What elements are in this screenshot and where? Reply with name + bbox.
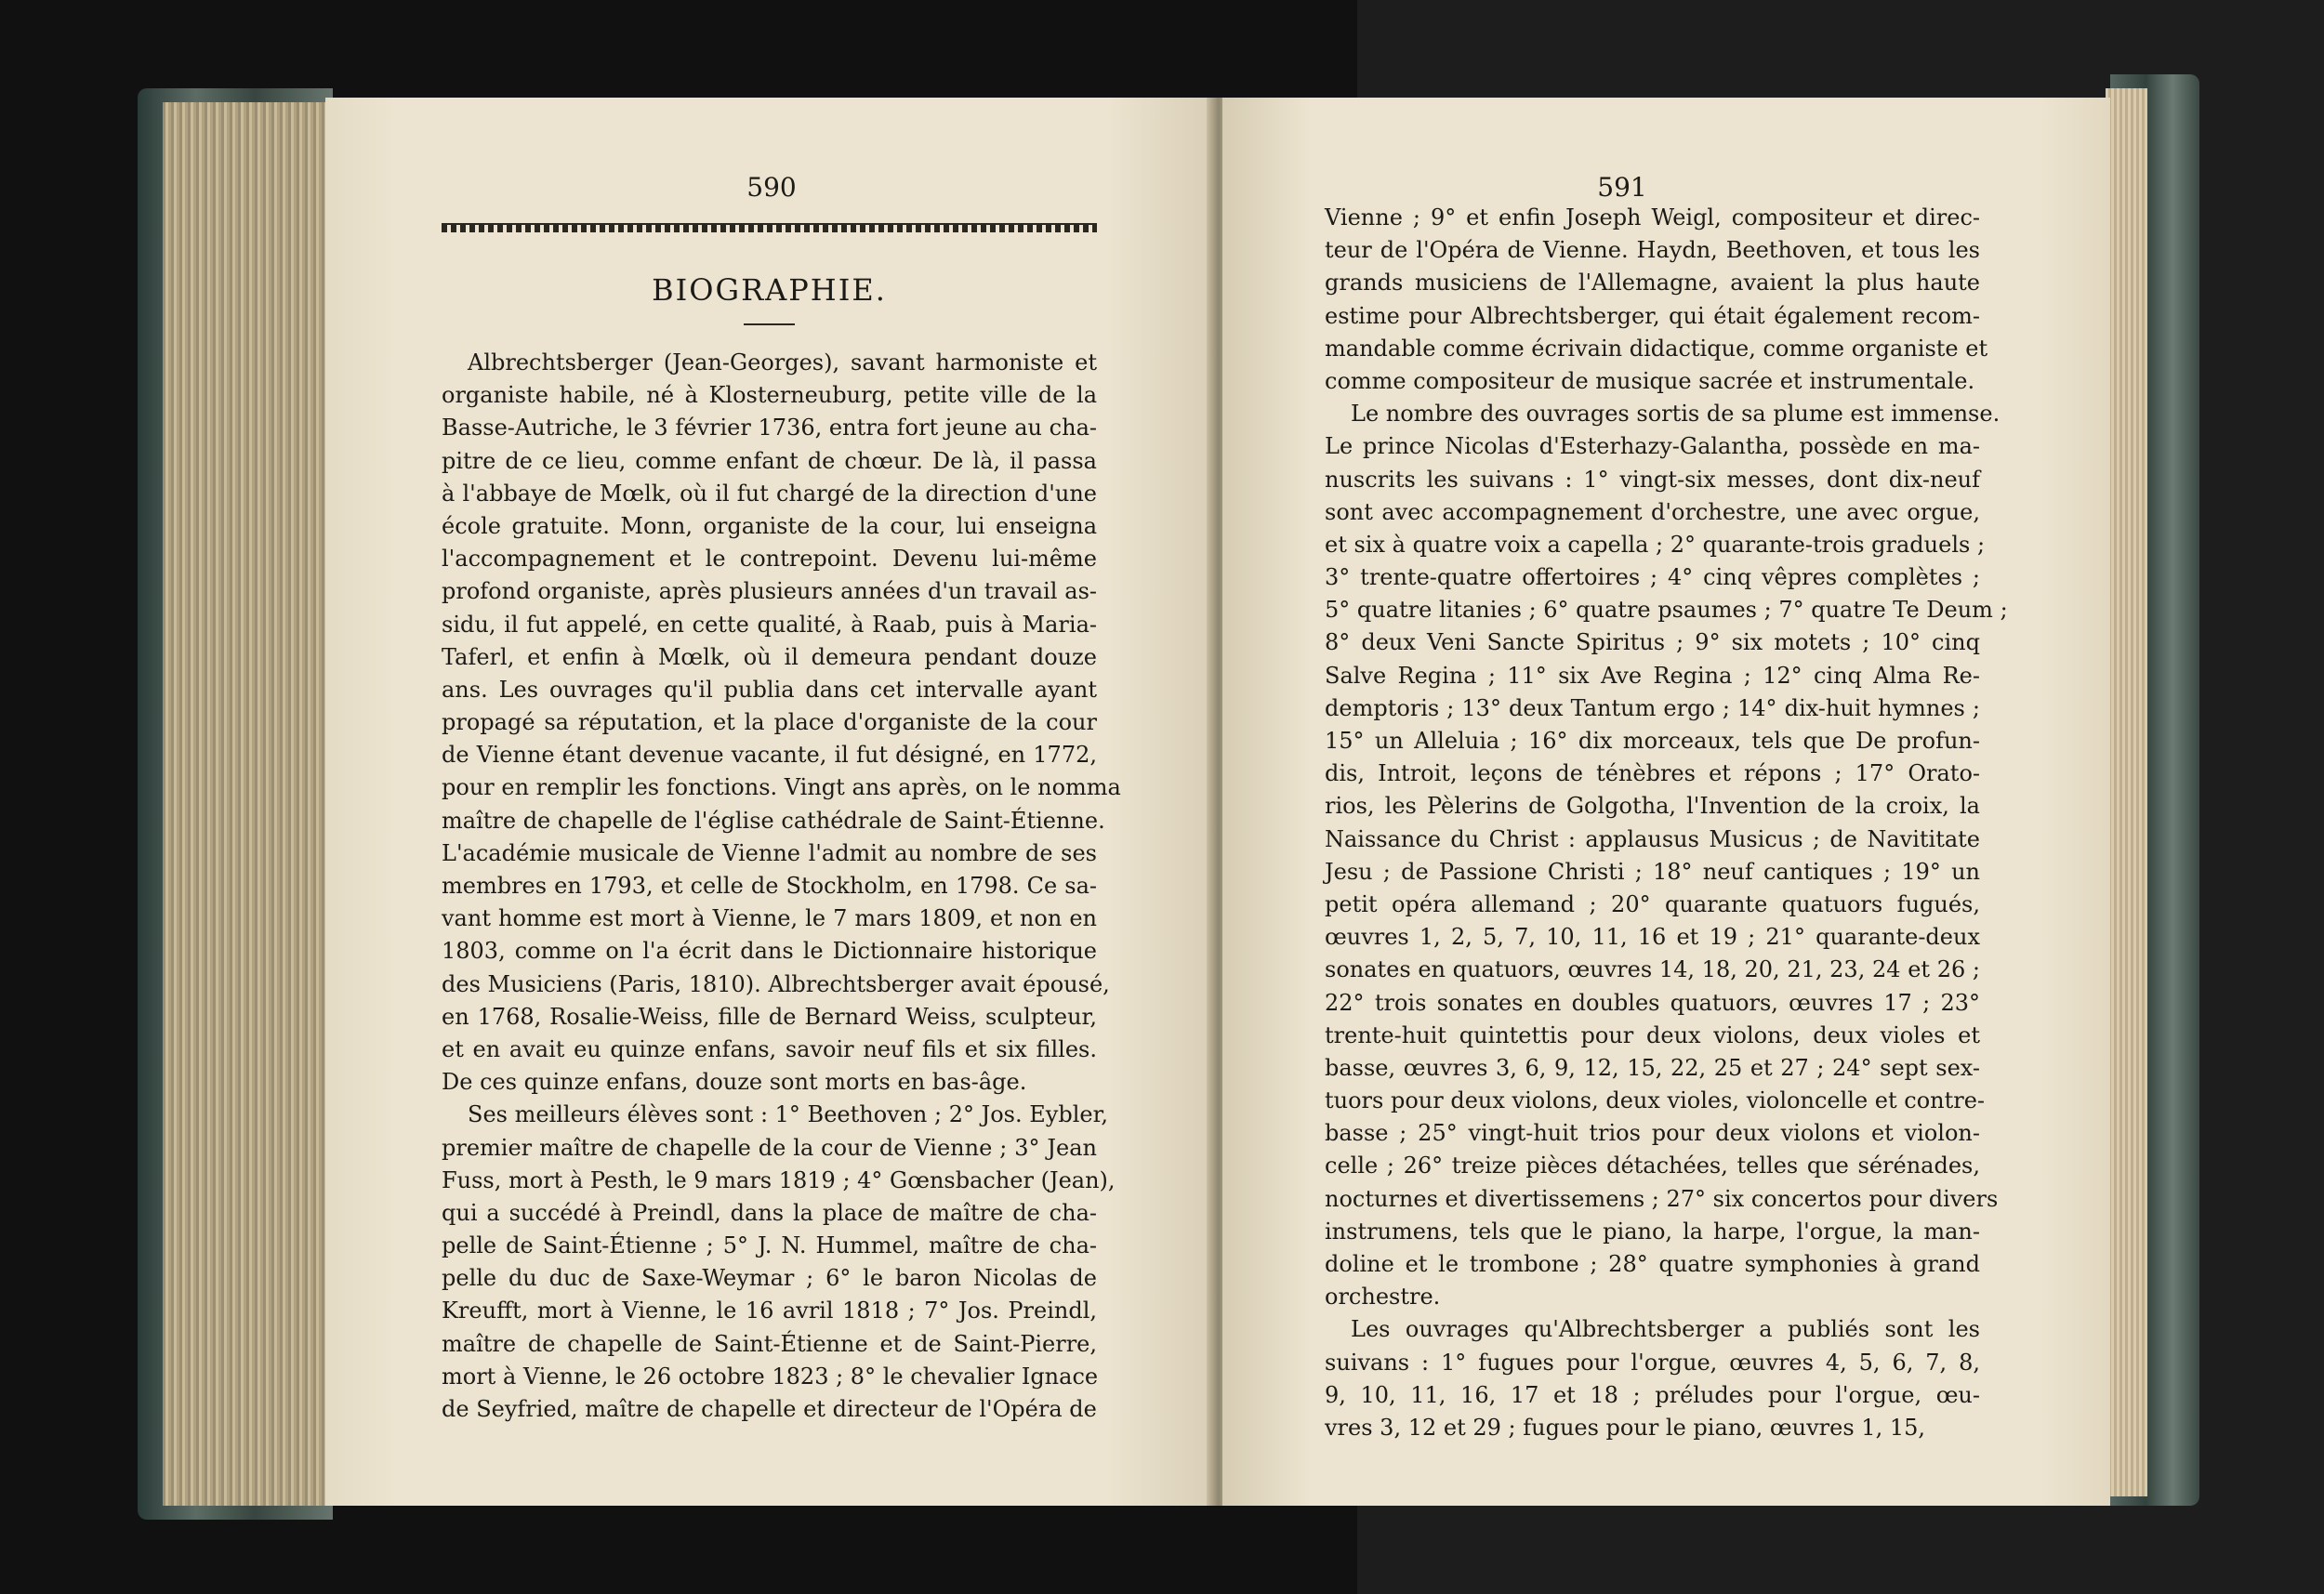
text-line: 22° trois sonates en doubles quatuors, œuvres 17 ; 23° xyxy=(1325,989,1980,1016)
text-line: Taferl, et enfin à Mœlk, où il demeura pendant douze xyxy=(442,643,1097,670)
text-line: orchestre. xyxy=(1325,1284,1441,1311)
text-line: vant homme est mort à Vienne, le 7 mars 1809, et non en xyxy=(442,905,1097,932)
text-line: des Musiciens (Paris, 1810). Albrechtsberger avait épousé, xyxy=(442,970,1110,997)
right-page xyxy=(1222,98,2110,1506)
text-line: œuvres 1, 2, 5, 7, 10, 11, 16 et 19 ; 21° quarante-deux xyxy=(1325,924,1980,951)
section-heading: BIOGRAPHIE. xyxy=(652,272,887,308)
text-line: vres 3, 12 et 29 ; fugues pour le piano, œuvres 1, 15, xyxy=(1325,1414,1925,1441)
text-line: nuscrits les suivans : 1° vingt-six messes, dont dix-neuf xyxy=(1325,466,1980,493)
text-line: mandable comme écrivain didactique, comme organiste et xyxy=(1325,335,1988,362)
text-line: Le nombre des ouvrages sortis de sa plume est immense. xyxy=(1351,401,2000,428)
text-line: maître de chapelle de l'église cathédrale de Saint-Étienne. xyxy=(442,807,1105,834)
text-line: sont avec accompagnement d'orchestre, une avec orgue, xyxy=(1325,498,1980,525)
text-line: tuors pour deux violons, deux violes, violoncelle et contre- xyxy=(1325,1087,1986,1114)
text-line: 3° trente-quatre offertoires ; 4° cinq vêpres complètes ; xyxy=(1325,564,1980,591)
text-line: Kreufft, mort à Vienne, le 16 avril 1818 ; 7° Jos. Preindl, xyxy=(442,1298,1097,1324)
text-line: 9, 10, 11, 16, 17 et 18 ; préludes pour l'orgue, œu- xyxy=(1325,1381,1980,1408)
page-edges-right xyxy=(2106,88,2147,1496)
text-line: dis, Introit, leçons de ténèbres et répons ; 17° Orato- xyxy=(1325,760,1980,787)
text-line: ans. Les ouvrages qu'il publia dans cet intervalle ayant xyxy=(442,676,1097,703)
text-line: en 1768, Rosalie-Weiss, fille de Bernard Weiss, sculpteur, xyxy=(442,1003,1097,1030)
text-line: rios, les Pèlerins de Golgotha, l'Invention de la croix, la xyxy=(1325,793,1980,820)
text-line: pour en remplir les fonctions. Vingt ans après, on le nomma xyxy=(442,774,1121,801)
text-line: sidu, il fut appelé, en cette qualité, à Raab, puis à Maria- xyxy=(442,611,1097,638)
text-line: Fuss, mort à Pesth, le 9 mars 1819 ; 4° Gœnsbacher (Jean), xyxy=(442,1166,1116,1193)
text-line: petit opéra allemand ; 20° quarante quatuors fugués, xyxy=(1325,890,1980,917)
text-line: instrumens, tels que le piano, la harpe, l'orgue, la man- xyxy=(1325,1218,1980,1245)
text-line: 1803, comme on l'a écrit dans le Dictionnaire historique xyxy=(442,938,1097,965)
text-line: organiste habile, né à Klosterneuburg, petite ville de la xyxy=(442,382,1097,409)
text-line: premier maître de chapelle de la cour de Vienne ; 3° Jean xyxy=(442,1134,1097,1161)
text-line: De ces quinze enfans, douze sont morts en bas-âge. xyxy=(442,1069,1027,1096)
page-number-left: 590 xyxy=(746,172,797,203)
text-line: et six à quatre voix a capella ; 2° quarante-trois graduels ; xyxy=(1325,531,1986,558)
text-line: école gratuite. Monn, organiste de la cour, lui enseigna xyxy=(442,512,1097,539)
text-line: Ses meilleurs élèves sont : 1° Beethoven ; 2° Jos. Eybler, xyxy=(468,1101,1109,1128)
text-line: 15° un Alleluia ; 16° dix morceaux, tels que De profun- xyxy=(1325,728,1980,754)
text-line: profond organiste, après plusieurs années d'un travail as- xyxy=(442,578,1097,605)
text-line: qui a succédé à Preindl, dans la place de maître de cha- xyxy=(442,1199,1097,1226)
page-edges-left xyxy=(163,102,339,1506)
text-line: suivans : 1° fugues pour l'orgue, œuvres 4, 5, 6, 7, 8, xyxy=(1325,1349,1980,1376)
text-line: et en avait eu quinze enfans, savoir neuf fils et six filles. xyxy=(442,1035,1097,1062)
text-line: estime pour Albrechtsberger, qui était également recom- xyxy=(1325,302,1980,329)
text-line: nocturnes et divertissemens ; 27° six concertos pour divers xyxy=(1325,1185,1999,1212)
text-line: trente-huit quintettis pour deux violons, deux violes et xyxy=(1325,1021,1980,1048)
text-line: basse ; 25° vingt-huit trios pour deux violons et violon- xyxy=(1325,1120,1980,1147)
text-line: Salve Regina ; 11° six Ave Regina ; 12° cinq Alma Re- xyxy=(1325,662,1980,689)
text-line: pelle du duc de Saxe-Weymar ; 6° le baron Nicolas de xyxy=(442,1265,1097,1292)
text-line: sonates en quatuors, œuvres 14, 18, 20, 21, 23, 24 et 26 ; xyxy=(1325,956,1980,983)
text-line: maître de chapelle de Saint-Étienne et de Saint-Pierre, xyxy=(442,1330,1097,1357)
text-line: grands musiciens de l'Allemagne, avaient la plus haute xyxy=(1325,270,1980,296)
text-line: à l'abbaye de Mœlk, où il fut chargé de la direction d'une xyxy=(442,480,1097,507)
text-line: Jesu ; de Passione Christi ; 18° neuf cantiques ; 19° un xyxy=(1325,858,1980,885)
text-line: Les ouvrages qu'Albrechtsberger a publiés sont les xyxy=(1351,1316,1980,1343)
ornamental-rule xyxy=(442,223,1097,232)
page-number-right: 591 xyxy=(1597,172,1647,203)
text-line: doline et le trombone ; 28° quatre symphonies à grand xyxy=(1325,1251,1980,1277)
text-line: pitre de ce lieu, comme enfant de chœur. De là, il passa xyxy=(442,447,1097,474)
text-line: Albrechtsberger (Jean-Georges), savant harmoniste et xyxy=(468,349,1097,375)
text-line: l'accompagnement et le contrepoint. Devenu lui-même xyxy=(442,546,1097,573)
right-page-text xyxy=(1325,202,2008,1444)
left-page xyxy=(325,98,1213,1506)
heading-underline xyxy=(744,323,795,325)
text-line: L'académie musicale de Vienne l'admit au nombre de ses xyxy=(442,839,1097,866)
text-line: basse, œuvres 3, 6, 9, 12, 15, 22, 25 et 27 ; 24° sept sex- xyxy=(1325,1054,1980,1081)
text-line: Basse-Autriche, le 3 février 1736, entra fort jeune au cha- xyxy=(442,415,1097,441)
text-line: propagé sa réputation, et la place d'organiste de la cour xyxy=(442,709,1097,736)
text-line: Vienne ; 9° et enfin Joseph Weigl, compositeur et direc- xyxy=(1325,204,1980,231)
text-line: Naissance du Christ : applausus Musicus ; de Navititate xyxy=(1325,825,1980,852)
text-line: de Vienne étant devenue vacante, il fut désigné, en 1772, xyxy=(442,742,1097,769)
text-line: teur de l'Opéra de Vienne. Haydn, Beethoven, et tous les xyxy=(1325,237,1980,264)
text-line: 8° deux Veni Sancte Spiritus ; 9° six motets ; 10° cinq xyxy=(1325,629,1980,656)
text-line: Le prince Nicolas d'Esterhazy-Galantha, possède en ma- xyxy=(1325,433,1980,460)
text-line: demptoris ; 13° deux Tantum ergo ; 14° dix-huit hymnes ; xyxy=(1325,694,1980,721)
text-line: 5° quatre litanies ; 6° quatre psaumes ; 7° quatre Te Deum ; xyxy=(1325,597,2008,624)
text-line: membres en 1793, et celle de Stockholm, en 1798. Ce sa- xyxy=(442,873,1097,899)
text-line: celle ; 26° treize pièces détachées, telles que sérénades, xyxy=(1325,1153,1980,1179)
text-line: pelle de Saint-Étienne ; 5° J. N. Hummel, maître de cha- xyxy=(442,1232,1097,1259)
left-page-text xyxy=(442,347,1121,1426)
text-line: comme compositeur de musique sacrée et instrumentale. xyxy=(1325,367,1975,394)
text-line: mort à Vienne, le 26 octobre 1823 ; 8° le chevalier Ignace xyxy=(442,1363,1099,1390)
text-line: de Seyfried, maître de chapelle et directeur de l'Opéra de xyxy=(442,1396,1097,1422)
